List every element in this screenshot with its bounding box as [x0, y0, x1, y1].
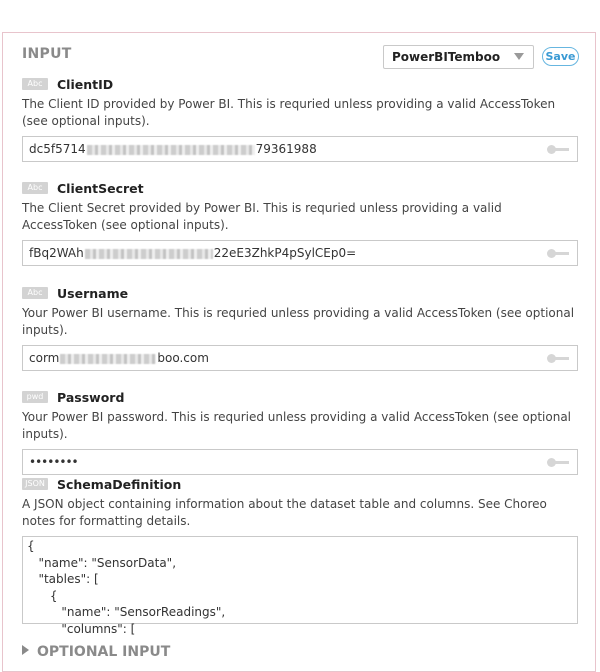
code-line: {: [27, 539, 35, 553]
password-input[interactable]: ••••••••: [22, 449, 578, 475]
field-description: The Client Secret provided by Power BI. This is requried unless providing a valid AccessToken (see optional inputs).: [22, 201, 502, 232]
field-description: A JSON object containing information about the dataset table and columns. See Choreo notes for formatting details.: [22, 497, 547, 528]
field-schemadefinition: [22, 477, 578, 636]
code-line: {: [27, 588, 58, 603]
field-description: The Client ID provided by Power BI. This is requried unless providing a valid AccessToken (see optional inputs).: [22, 97, 556, 128]
field-clientid: [22, 77, 578, 162]
redacted-segment: [60, 354, 156, 364]
profile-select[interactable]: [383, 45, 534, 69]
type-badge: Abc: [22, 78, 48, 90]
optional-input-toggle[interactable]: OPTIONAL INPUT: [22, 644, 170, 660]
schema-textarea[interactable]: [22, 536, 578, 636]
field-label: ClientID: [57, 77, 114, 92]
field-label: ClientSecret: [57, 181, 144, 196]
field-username: [22, 286, 578, 371]
redacted-segment: [85, 249, 213, 259]
field-label: Password: [57, 390, 125, 405]
redacted-segment: [87, 145, 255, 155]
key-icon[interactable]: [547, 249, 569, 258]
field-description: Your Power BI username. This is requried unless providing a valid AccessToken (see optional inputs).: [22, 306, 575, 337]
profile-select-value: PowerBITemboo: [392, 50, 501, 64]
field-label: SchemaDefinition: [57, 477, 182, 492]
field-label: Username: [57, 286, 129, 301]
type-badge: JSON: [22, 478, 48, 490]
type-badge: Abc: [22, 182, 48, 194]
code-line: "tables": [: [27, 572, 99, 586]
code-line: "name": "SensorReadings",: [27, 605, 226, 619]
type-badge: Abc: [22, 287, 48, 299]
chevron-down-icon: [514, 53, 524, 60]
clientsecret-input[interactable]: fBq2WAh 22eE3ZhkP4pSylCEp0=: [22, 240, 578, 266]
type-badge: pwd: [22, 391, 48, 403]
code-line: "columns": [: [27, 621, 136, 636]
field-clientsecret: [22, 181, 578, 266]
field-description: Your Power BI password. This is requried unless providing a valid AccessToken (see optional inputs).: [22, 410, 572, 441]
triangle-right-icon: [22, 645, 29, 655]
key-icon[interactable]: [547, 354, 569, 363]
username-input[interactable]: corm boo.com: [22, 345, 578, 371]
key-icon[interactable]: [547, 458, 569, 467]
field-password: [22, 390, 578, 475]
save-button[interactable]: Save: [542, 47, 579, 66]
code-line: "name": "SensorData",: [27, 555, 177, 570]
key-icon[interactable]: [547, 145, 569, 154]
clientid-input[interactable]: dc5f5714 79361988: [22, 136, 578, 162]
section-title: INPUT: [22, 46, 72, 62]
